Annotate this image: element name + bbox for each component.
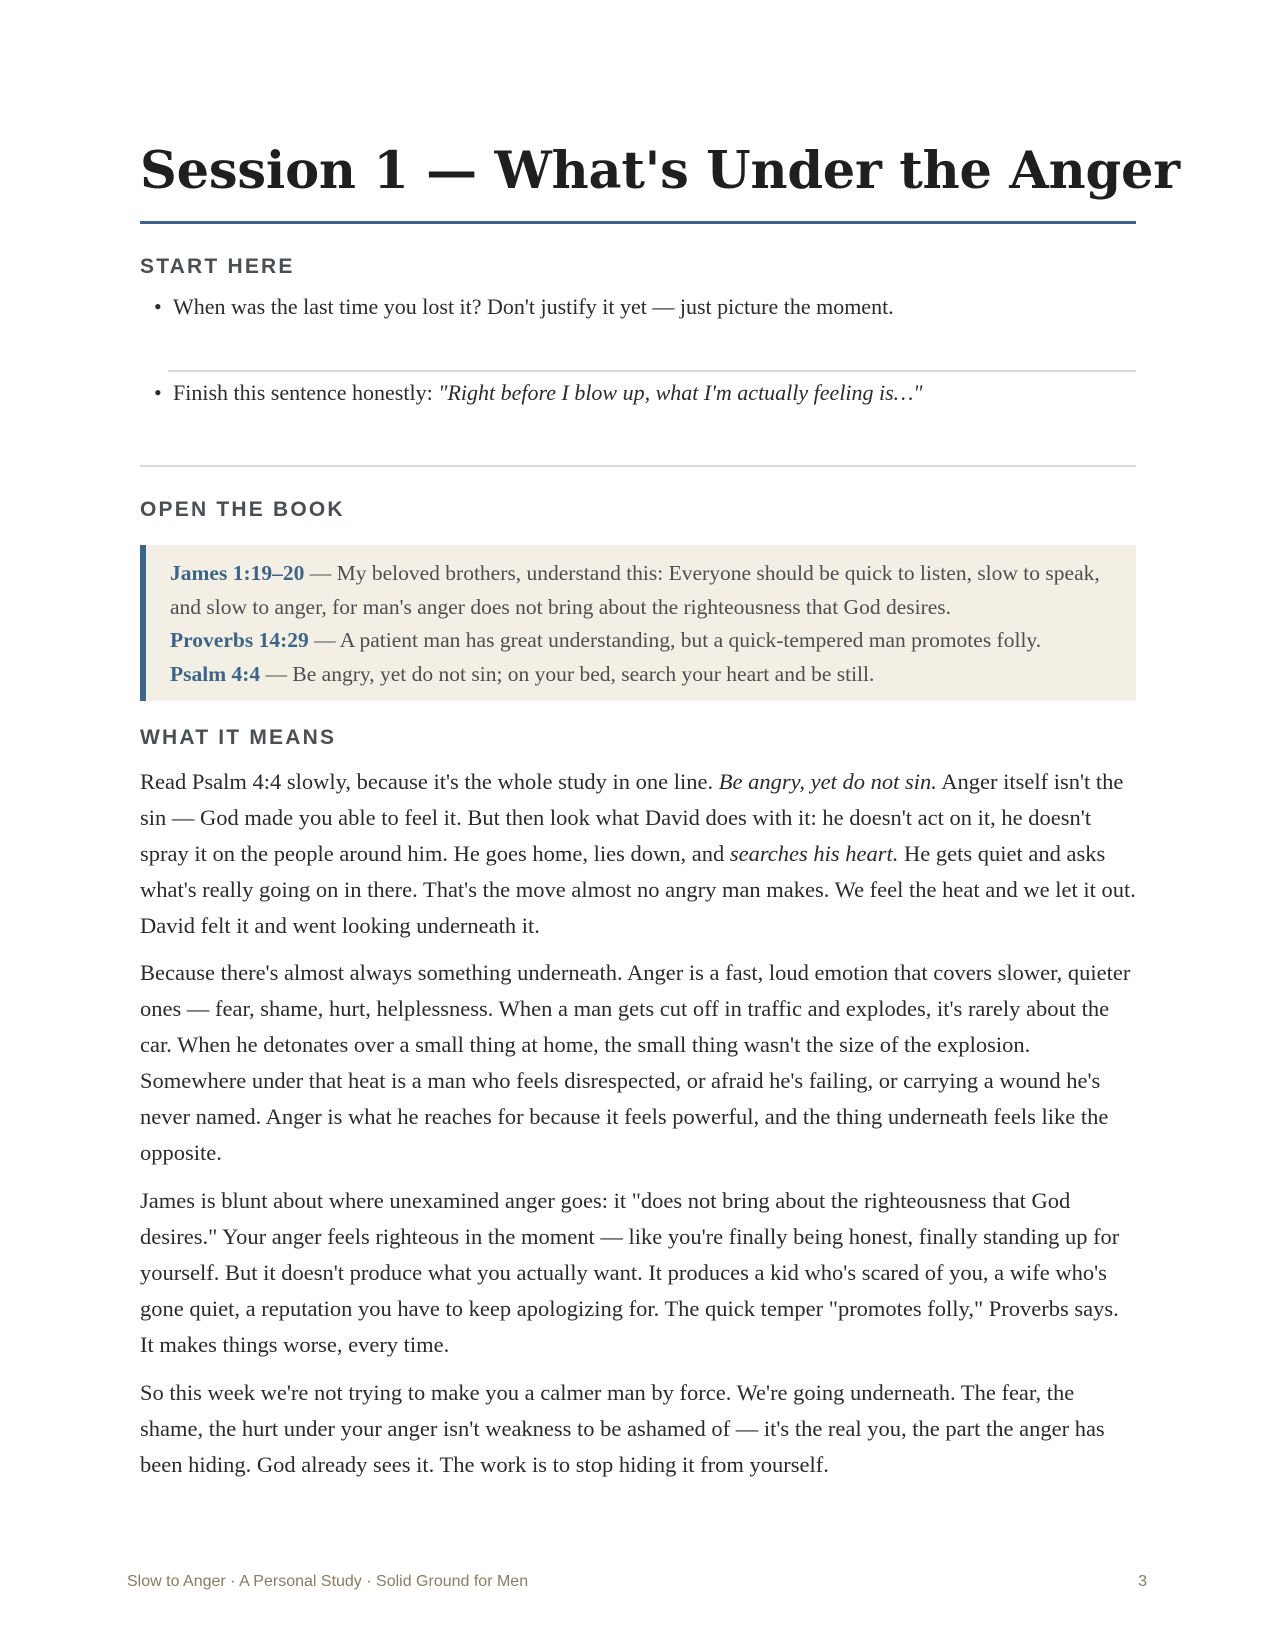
prompt-text: When was the last time you lost it? Don't justify it yet — just picture the moment. xyxy=(173,294,894,319)
body-paragraph xyxy=(140,764,1136,944)
prompt-text: Finish this sentence honestly: xyxy=(173,380,439,405)
verse xyxy=(170,557,1106,624)
paragraph-emphasis: Be angry, yet do not sin. xyxy=(718,769,937,794)
body-paragraph: Because there's almost always something underneath. Anger is a fast, loud emotion that covers slower, quieter ones — fear, shame, hurt, helplessness. When a man gets cut off in traffic and explodes, it's rarely about the car. When he detonates over a small thing at home, the small thing wasn't the size of the explosion. Somewhere under that heat is a man who feels disrespected, or afraid he's failing, or carrying a wound he's never named. Anger is what he reaches for because it feels powerful, and the thing underneath feels like the opposite. xyxy=(140,960,1131,1165)
answer-line xyxy=(168,370,1136,372)
paragraph-text: He gets quiet and asks what's really going on in there. That's the move almost no angry man makes. We feel the heat and we let it out. David felt it and went looking underneath it. xyxy=(140,841,1136,938)
paragraph-emphasis: searches his heart. xyxy=(729,841,899,866)
page-title: Session 1 — What's Under the Anger xyxy=(140,141,1180,201)
title-rule xyxy=(140,221,1136,224)
verse xyxy=(170,624,1106,658)
body-paragraph: James is blunt about where unexamined anger goes: it "does not bring about the righteousness that God desires." Your anger feels righteous in the moment — like you're finally being honest, finally standing up for yourself. But it doesn't produce what you actually want. It produces a kid who's scared of you, a wife who's gone quiet, a reputation you have to keep apologizing for. The quick temper "promotes folly," Proverbs says. It makes things worse, every time. xyxy=(140,1188,1120,1357)
prompt-quote: "Right before I blow up, what I'm actually feeling is…" xyxy=(438,380,923,405)
verse-reference: Psalm 4:4 xyxy=(170,661,261,686)
page-number: 3 xyxy=(1138,1573,1147,1590)
body-paragraph: So this week we're not trying to make you a calmer man by force. We're going underneath. The fear, the shame, the hurt under your anger isn't weakness to be ashamed of — it's the real you, the part the anger has been hiding. God already sees it. The work is to stop hiding it from yourself. xyxy=(140,1380,1105,1477)
section-heading-start-here: START HERE xyxy=(140,255,295,278)
verse-reference: James 1:19–20 xyxy=(170,561,305,585)
verse-text: — A patient man has great understanding, but a quick-tempered man promotes folly. xyxy=(308,628,1042,652)
scripture-callout xyxy=(140,545,1136,701)
prompt-bullet xyxy=(154,292,1134,322)
section-heading-open-the-book: OPEN THE BOOK xyxy=(140,498,345,521)
verse xyxy=(170,658,1106,692)
paragraph-text: Read Psalm 4:4 slowly, because it's the whole study in one line. xyxy=(140,769,719,794)
verse-text: — My beloved brothers, understand this: Everyone should be quick to listen, slow to speak, and slow to anger, for man's anger does not bring about the righteousness that God desires. xyxy=(170,561,1100,619)
answer-line xyxy=(140,465,1136,467)
section-heading-what-it-means: WHAT IT MEANS xyxy=(140,726,337,749)
prompt-bullet xyxy=(154,378,1134,408)
paragraph-text: Anger itself isn't the sin — God made you able to feel it. But then look what David does with it: he doesn't act on it, he doesn't spray it on the people around him. He goes home, lies down, and xyxy=(140,769,1124,866)
verse-text: — Be angry, yet do not sin; on your bed, search your heart and be still. xyxy=(260,661,875,686)
verse-reference: Proverbs 14:29 xyxy=(170,628,309,652)
footer-title: Slow to Anger · A Personal Study · Solid Ground for Men xyxy=(127,1573,529,1590)
bullet-dot: • xyxy=(154,380,162,405)
bullet-dot: • xyxy=(154,294,162,319)
